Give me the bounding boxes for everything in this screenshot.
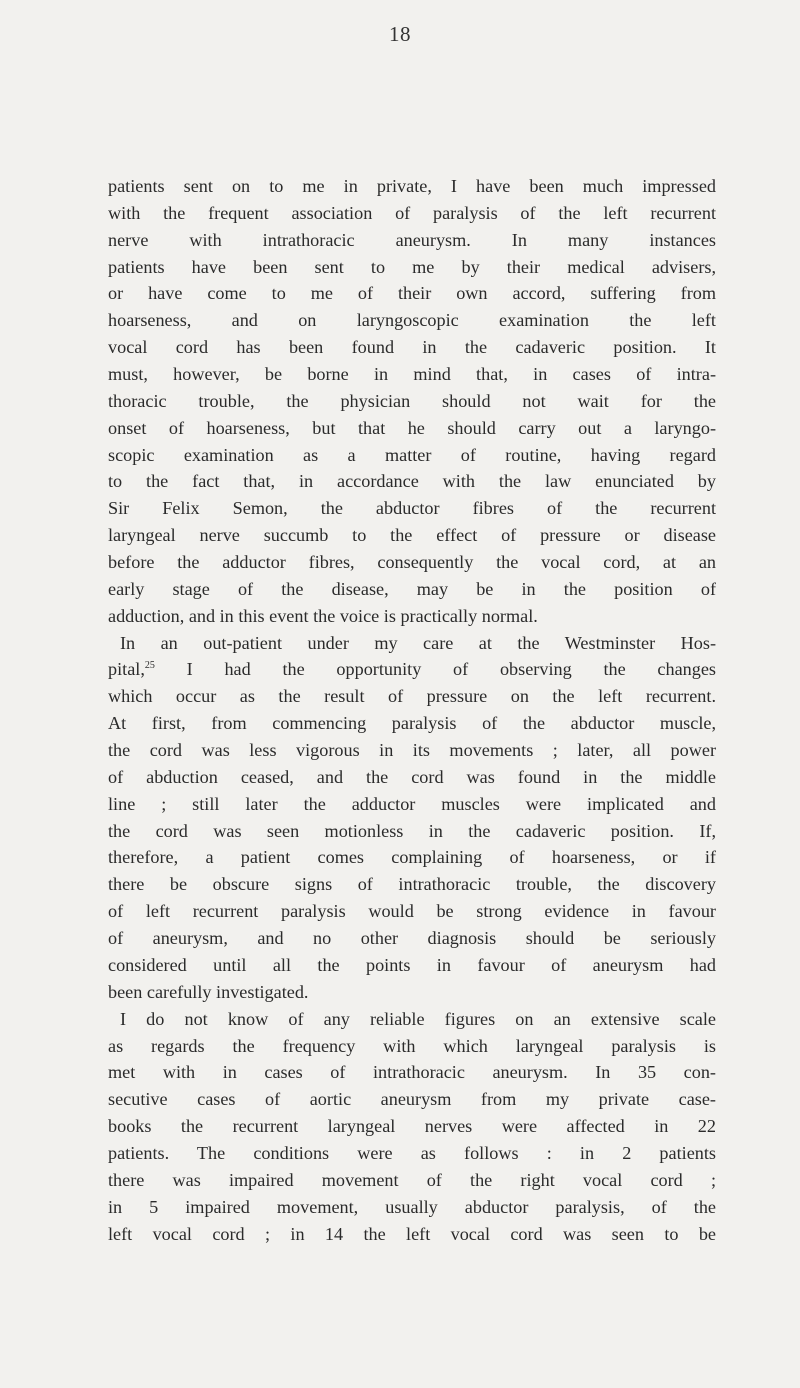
text-line: Sir Felix Semon, the abductor fibres of the recurrent xyxy=(108,498,716,519)
text-line: books the recurrent laryngeal nerves were affected in 22 xyxy=(108,1116,716,1137)
text-line: been carefully investigated. xyxy=(108,981,309,1002)
text-line: there be obscure signs of intrathoracic trouble, the discovery xyxy=(108,874,716,895)
text-line: there was impaired movement of the right vocal cord ; xyxy=(108,1169,716,1190)
text-line: of left recurrent paralysis would be strong evidence in favour xyxy=(108,901,716,922)
footnote-reference: 25 xyxy=(144,660,155,672)
text-line: early stage of the disease, may be in the position of xyxy=(108,578,716,599)
text-line: of aneurysm, and no other diagnosis should be seriously xyxy=(108,928,716,949)
text-line: hoarseness, and on laryngoscopic examination the left xyxy=(108,310,716,331)
text-line: the cord was less vigorous in its movements ; later, all power xyxy=(108,740,716,761)
page-number: 18 xyxy=(389,22,411,46)
text-line: secutive cases of aortic aneurysm from my private case- xyxy=(108,1089,716,1110)
text-line: the cord was seen motionless in the cadaveric position. If, xyxy=(108,820,716,841)
text-line: in 5 impaired movement, usually abductor paralysis, of the xyxy=(108,1196,716,1217)
text-line: patients have been sent to me by their medical advisers, xyxy=(108,256,716,277)
text-line xyxy=(108,656,716,683)
text-line: In an out-patient under my care at the Westminster Hos- xyxy=(120,632,716,653)
text-line: must, however, be borne in mind that, in cases of intra- xyxy=(108,364,716,385)
text-line: thoracic trouble, the physician should not wait for the xyxy=(108,390,716,411)
text-fragment: I had the opportunity of observing the changes xyxy=(154,659,716,680)
paragraph-3 xyxy=(108,1006,716,1248)
text-line: onset of hoarseness, but that he should carry out a laryngo- xyxy=(108,417,716,438)
text-line: line ; still later the adductor muscles were implicated and xyxy=(108,793,716,814)
text-line: left vocal cord ; in 14 the left vocal cord was seen to be xyxy=(108,1223,716,1244)
text-line: patients sent on to me in private, I have been much impressed xyxy=(108,176,716,196)
text-line: adduction, and in this event the voice is practically normal. xyxy=(108,605,538,626)
text-line: scopic examination as a matter of routine, having regard xyxy=(108,444,716,465)
text-line: with the frequent association of paralysis of the left recurrent xyxy=(108,202,716,223)
text-line: before the adductor fibres, consequently the vocal cord, at an xyxy=(108,552,716,573)
paragraph-1 xyxy=(108,173,716,630)
text-line: to the fact that, in accordance with the law enunciated by xyxy=(108,471,716,492)
text-line: considered until all the points in favour of aneurysm had xyxy=(108,954,716,975)
text-line: or have come to me of their own accord, suffering from xyxy=(108,283,716,304)
text-line: nerve with intrathoracic aneurysm. In many instances xyxy=(108,229,716,250)
text-line: At first, from commencing paralysis of the abductor muscle, xyxy=(108,713,716,734)
text-line: laryngeal nerve succumb to the effect of pressure or disease xyxy=(108,525,716,546)
text-line: vocal cord has been found in the cadaveric position. It xyxy=(108,337,716,358)
text-line: which occur as the result of pressure on the left recurrent. xyxy=(108,686,716,707)
text-line: met with in cases of intrathoracic aneurysm. In 35 con- xyxy=(108,1062,716,1083)
paragraph-2 xyxy=(108,630,716,1006)
text-line: as regards the frequency with which laryngeal paralysis is xyxy=(108,1035,716,1056)
text-line: I do not know of any reliable figures on an extensive scale xyxy=(120,1008,716,1029)
text-line: of abduction ceased, and the cord was found in the middle xyxy=(108,766,716,787)
body-text xyxy=(108,173,716,1247)
text-line: patients. The conditions were as follows : in 2 patients xyxy=(108,1142,716,1163)
text-line: therefore, a patient comes complaining of hoarseness, or if xyxy=(108,847,716,868)
text-fragment: pital, xyxy=(108,659,145,680)
